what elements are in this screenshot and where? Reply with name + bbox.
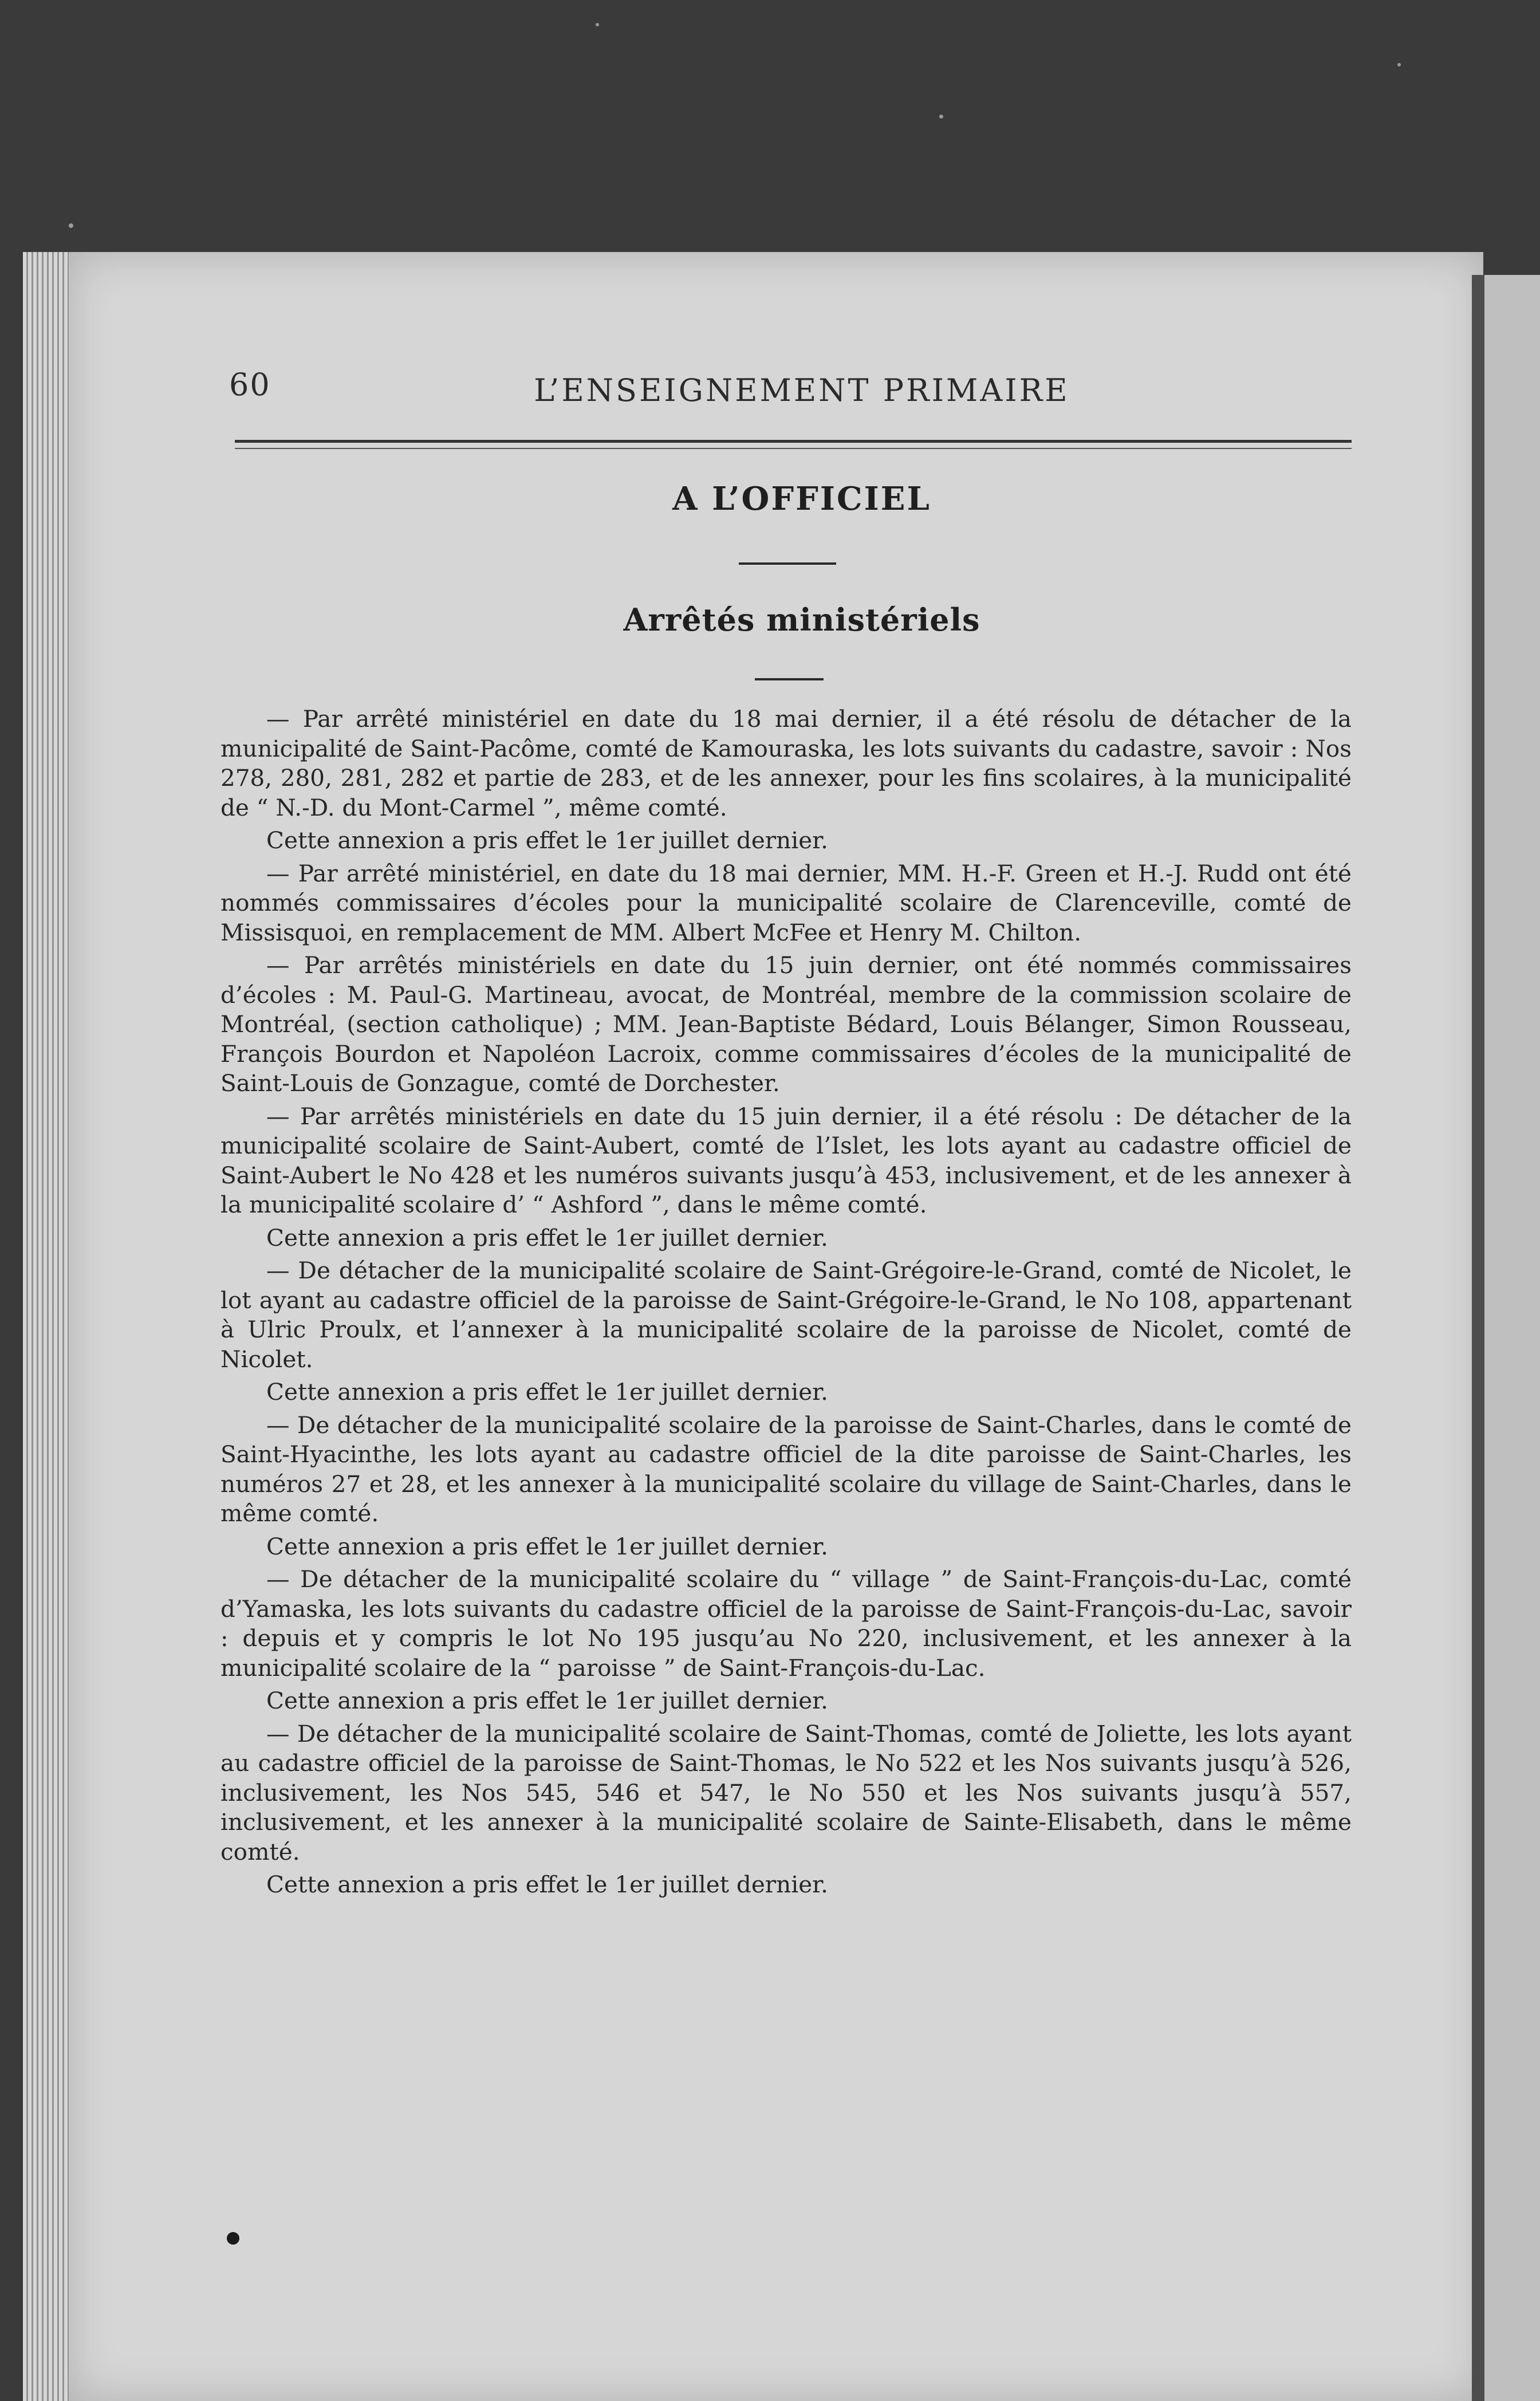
- header-rule: [235, 440, 1352, 443]
- paragraph: Cette annexion a pris effet le 1er juillet dernier.: [266, 1223, 828, 1251]
- header-rule-thin: [235, 448, 1352, 449]
- page-mark-dot: [227, 2232, 239, 2245]
- scan-speck: [939, 115, 943, 119]
- running-head: L’ENSEIGNEMENT PRIMAIRE: [534, 372, 1070, 408]
- paragraph: — Par arrêté ministériel en date du 18 mai dernier, il a été résolu de détacher de la municipalité de Saint-Pacôme, comté de Kamouraska, les lots suivants du cadastre, savoir : Nos 278, 280, 281, 282 et partie de 283, et de les annexer, pour les fins scolaires, à la municipalité de “ N.-D. du Mont-Carmel ”, même comté.: [220, 705, 1352, 821]
- paragraph: — De détacher de la municipalité scolaire de Saint-Thomas, comté de Joliette, les lots ayant au cadastre officiel de la paroisse de Saint-Thomas, le No 522 et les Nos suivants jusqu’à 526, inclusivement, les Nos 545, 546 et 547, le No 550 et les Nos suivants jusqu’à 557, inclusivement, et les annexer à la municipalité scolaire de Sainte-Elisabeth, dans le même comté.: [220, 1719, 1352, 1865]
- paragraph: Cette annexion a pris effet le 1er juillet dernier.: [266, 1687, 828, 1714]
- paragraph: — De détacher de la municipalité scolaire de Saint-Grégoire-le-Grand, comté de Nicolet, le lot ayant au cadastre officiel de la paroisse de Saint-Grégoire-le-Grand, le No 108, appartenant à Ulric Proulx, et l’annexer à la municipalité scolaire de la paroisse de Nicolet, comté de Nicolet.: [220, 1257, 1352, 1373]
- paragraph: Cette annexion a pris effet le 1er juillet dernier.: [266, 1532, 828, 1560]
- paragraph: — Par arrêtés ministériels en date du 15 juin dernier, il a été résolu : De détacher de la municipalité scolaire de Saint-Aubert, comté de l’Islet, les lots ayant au cadastre officiel de Saint-Aubert le No 428 et les numéros suivants jusqu’à 453, inclusivement, et de les annexer à la municipalité scolaire d’ “ Ashford ”, dans le même comté.: [220, 1102, 1352, 1218]
- article-body: [220, 704, 1352, 1903]
- page-number: 60: [229, 367, 271, 403]
- paragraph: — Par arrêtés ministériels en date du 15 juin dernier, ont été nommés commissaires d’écoles : M. Paul-G. Martineau, avocat, de Montréal, membre de la commission scolaire de Montréal, (section catholique) ; MM. Jean-Baptiste Bédard, Louis Bélanger, Simon Rousseau, François Bourdon et Napoléon Lacroix, comme commissaires d’écoles de la municipalité de Saint-Louis de Gonzague, comté de Dorchester.: [220, 951, 1352, 1097]
- book-binding-edge: [23, 252, 74, 2401]
- paragraph: — De détacher de la municipalité scolaire de la paroisse de Saint-Charles, dans le comté de Saint-Hyacinthe, les lots ayant au cadastre officiel de la dite paroisse de Saint-Charles, les numéros 27 et 28, et les annexer à la municipalité scolaire du village de Saint-Charles, dans le même comté.: [220, 1411, 1352, 1527]
- scan-speck: [596, 23, 599, 26]
- paragraph: — De détacher de la municipalité scolaire du “ village ” de Saint-François-du-Lac, comté d’Yamaska, les lots suivants du cadastre officiel de la paroisse de Saint-François-du-Lac, savoir : depuis et y compris le lot No 195 jusqu’au No 220, inclusivement, et les annexer à la municipalité scolaire de la “ paroisse ” de Saint-François-du-Lac.: [220, 1565, 1352, 1682]
- paragraph: Cette annexion a pris effet le 1er juillet dernier.: [266, 1378, 828, 1406]
- paragraph: — Par arrêté ministériel, en date du 18 mai dernier, MM. H.-F. Green et H.-J. Rudd ont été nommés commissaires d’écoles pour la municipalité scolaire de Clarenceville, comté de Missisquoi, en remplacement de MM. Albert McFee et Henry M. Chilton.: [220, 859, 1352, 946]
- paragraph: Cette annexion a pris effet le 1er juillet dernier.: [266, 1871, 828, 1898]
- scan-speck: [1397, 63, 1401, 66]
- section-title: A L’OFFICIEL: [672, 480, 931, 518]
- subtitle-separator: [755, 678, 824, 680]
- paragraph: Cette annexion a pris effet le 1er juillet dernier.: [266, 826, 828, 854]
- title-separator: [739, 562, 836, 565]
- scan-speck: [69, 223, 73, 228]
- next-page-edge: [1472, 275, 1540, 2401]
- subtitle: Arrêtés ministériels: [623, 601, 980, 638]
